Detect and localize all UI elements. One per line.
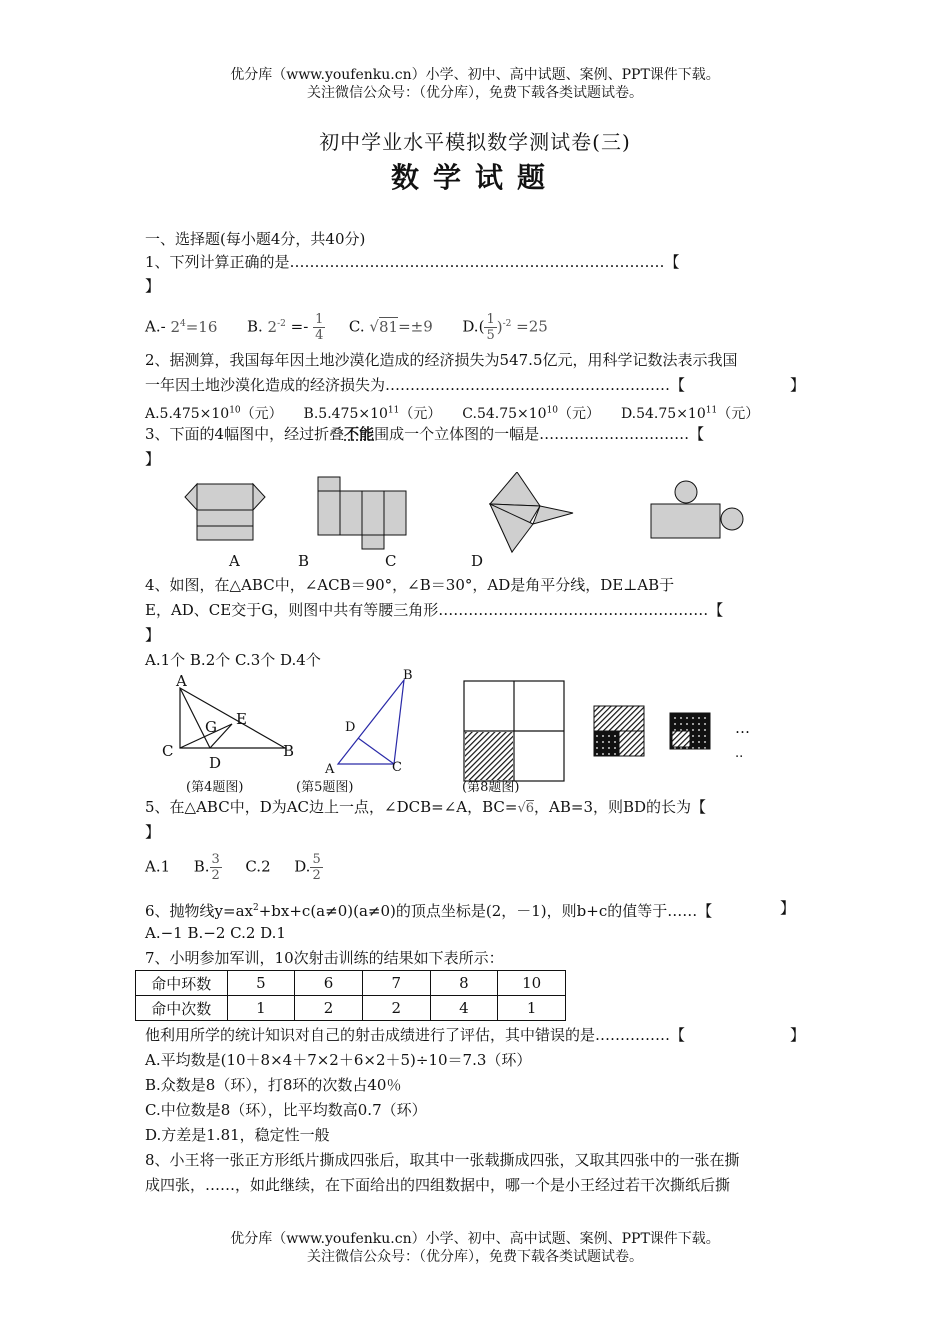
q2-option-d: $D.54.75\times 10^{11}$（元） xyxy=(620,405,760,422)
q5-options xyxy=(145,852,323,883)
footer-line-1: 优分库（www.youfenku.cn）小学、初中、高中试题、案例、PPT课件下载。 xyxy=(230,1231,720,1247)
q1-c-expr: √81=±9 xyxy=(369,317,433,336)
q1-a-expr: $2^4=16$ xyxy=(170,317,218,336)
q2-line-2: 一年因土地沙漠化造成的经济损失为…………………………………………………【 xyxy=(145,376,686,394)
q7-bracket-close: 】 xyxy=(790,1026,806,1044)
q8-line-2: 成四张，……，如此继续，在下面给出的四组数据中，哪一个是小王经过若干次撕纸后撕 xyxy=(145,1176,731,1194)
q5-b-fraction: $\frac{3}{2}$ xyxy=(211,852,220,883)
q5-point-a: A xyxy=(325,762,335,777)
q7-cell: 10 xyxy=(498,971,566,996)
q1-a-label: A.- xyxy=(145,317,166,336)
q5-point-d: D xyxy=(345,720,356,735)
q5-option-a: A.1 xyxy=(145,857,171,876)
q1-c-label: C. xyxy=(348,317,365,336)
q3-stem: 3、下面的4幅图中，经过折叠不能围成一个立体图的一幅是…………………………【 xyxy=(145,425,705,443)
q5-point-b: B xyxy=(403,668,413,683)
q8-figure-caption: (第8题图) xyxy=(462,780,520,795)
q7-cell: 7 xyxy=(362,971,430,996)
q4-point-b: B xyxy=(283,742,295,760)
q5-bracket-close: 】 xyxy=(145,823,161,841)
q4-point-g: G xyxy=(205,718,217,736)
q2-options xyxy=(145,400,759,424)
q6-stem: 6、抛物线$y=ax^2+bx+c(a\ne 0)(a\ne 0)$的顶点坐标是(2，－1)，则b+c的值等于……【 xyxy=(145,902,713,920)
footer-line-2: 关注微信公众号：（优分库），免费下载各类试题试卷。 xyxy=(307,1249,643,1265)
q3-label-a: A xyxy=(229,552,240,570)
q7-cell: 8 xyxy=(430,971,498,996)
q1-d-rest: =25 xyxy=(516,317,548,336)
q1-b-fraction: $\frac{1}{4}$ xyxy=(315,312,324,343)
q1-d-fraction: $\frac{1}{5}$ xyxy=(486,312,495,343)
q4-options: A.1个 B.2个 C.3个 D.4个 xyxy=(145,651,321,669)
q3-figure-c xyxy=(490,472,573,552)
q7-option-d: D.方差是1.81，稳定性一般 xyxy=(145,1126,330,1144)
q4-bracket-close: 】 xyxy=(145,626,161,644)
q7-table-row xyxy=(136,971,566,996)
q7-option-a: A.平均数是(10＋8×4＋7×2＋6×2＋5)÷10＝7.3（环） xyxy=(145,1051,532,1069)
q5-option-b: B. xyxy=(193,857,210,876)
q6-options: A.−1 B.−2 C.2 D.1 xyxy=(145,924,286,942)
q4-line-1: 4、如图，在△ABC中，∠ACB＝90°，∠B＝30°，AD是角平分线，DE⊥AB于 xyxy=(145,576,675,594)
section-heading: 一、选择题(每小题4分，共40分) xyxy=(145,230,366,248)
q7-cell: 5 xyxy=(227,971,295,996)
q7-table-row xyxy=(136,996,566,1021)
q2-option-c: $C.54.75\times 10^{10}$（元） xyxy=(462,405,601,422)
exam-title: 初中学业水平模拟数学测试卷(三) xyxy=(319,130,631,154)
q1-bracket-close: 】 xyxy=(145,277,161,295)
q6-bracket-close: 】 xyxy=(780,899,796,917)
q7-line-after: 他利用所学的统计知识对自己的射击成绩进行了评估，其中错误的是……………【 xyxy=(145,1026,686,1044)
q5-figure-caption: (第5题图) xyxy=(296,780,354,795)
q4-figure-caption: (第4题图) xyxy=(186,780,244,795)
q2-option-a: $A.5.475\times 10^{10}$（元） xyxy=(145,405,283,422)
q5-option-d: D. xyxy=(294,857,311,876)
q7-table xyxy=(135,970,566,1021)
q3-emphasis: 不能 xyxy=(344,425,375,443)
q2-bracket-close: 】 xyxy=(790,376,806,394)
q3-bracket-close: 】 xyxy=(145,450,161,468)
q5-d-fraction: $\frac{5}{2}$ xyxy=(312,852,321,883)
exam-subtitle: 数学试题 xyxy=(390,161,559,194)
q4-point-c: C xyxy=(162,742,174,760)
q2-line-1: 2、据测算，我国每年因土地沙漠化造成的经济损失为547.5亿元，用科学记数法表示我国 xyxy=(145,351,738,369)
q7-cell: 命中环数 xyxy=(136,971,228,996)
q8-ellipsis: … xyxy=(735,719,750,737)
header-line-2: 关注微信公众号：（优分库），免费下载各类试题试卷。 xyxy=(307,85,643,101)
q1-d-label: D.( xyxy=(462,317,485,336)
q8-figure-2 xyxy=(594,706,644,756)
q8-ellipsis-2: .. xyxy=(735,746,744,761)
q1-stem: 1、下列计算正确的是…………………………………………………………………【 xyxy=(145,253,680,271)
q4-point-a: A xyxy=(176,672,187,690)
q1-b-label: B. xyxy=(246,317,263,336)
q7-cell: 4 xyxy=(430,996,498,1021)
q3-label-b: B xyxy=(298,552,310,570)
q5-stem: 5、在△ABC中，D为AC边上一点，∠DCB=∠A，BC=√6，AB=3，则BD的长为【 xyxy=(145,798,707,816)
q4-point-e: E xyxy=(236,710,247,728)
q7-option-c: C.中位数是8（环），比平均数高0.7（环） xyxy=(145,1101,427,1119)
q4-line-2: E，AD、CE交于G，则图中共有等腰三角形………………………………………………【 xyxy=(145,601,724,619)
q1-b-expr: $2^{-2}$ xyxy=(267,317,286,336)
q7-cell: 1 xyxy=(498,996,566,1021)
header-line-1: 优分库（www.youfenku.cn）小学、初中、高中试题、案例、PPT课件下载。 xyxy=(230,67,720,83)
q5-point-c: C xyxy=(392,760,402,775)
q4-point-d: D xyxy=(209,754,222,772)
q1-options: A.- $2^4=16$ B. $2^{-2}$ =- $\frac{1}{4}$ C. √81=±9 D.( $\frac{1}{5}$ )$^{-2}$ =25 xyxy=(145,312,548,343)
q7-cell: 命中次数 xyxy=(136,996,228,1021)
q3-figure-b xyxy=(318,477,406,549)
q2-option-b: $B.5.475\times 10^{11}$（元） xyxy=(303,405,442,422)
q7-cell: 1 xyxy=(227,996,295,1021)
q7-stem: 7、小明参加军训，10次射击训练的结果如下表所示： xyxy=(145,949,504,967)
q7-cell: 2 xyxy=(295,996,363,1021)
q8-figure-3 xyxy=(670,713,710,749)
q1-b-eq: =- xyxy=(290,317,309,336)
q3-figures xyxy=(175,472,775,557)
q3-figure-a xyxy=(185,484,265,540)
q3-figure-d xyxy=(651,481,743,538)
q8-figure xyxy=(462,679,762,784)
q5-figure xyxy=(320,670,420,780)
q3-label-d: D xyxy=(471,552,484,570)
q8-line-1: 8、小王将一张正方形纸片撕成四张后，取其中一张载撕成四张，又取其四张中的一张在撕 xyxy=(145,1151,740,1169)
q3-label-c: C xyxy=(385,552,397,570)
q7-option-b: B.众数是8（环），打8环的次数占40％ xyxy=(145,1076,402,1094)
q5-option-c: C.2 xyxy=(245,857,271,876)
q7-cell: 6 xyxy=(295,971,363,996)
q7-cell: 2 xyxy=(362,996,430,1021)
